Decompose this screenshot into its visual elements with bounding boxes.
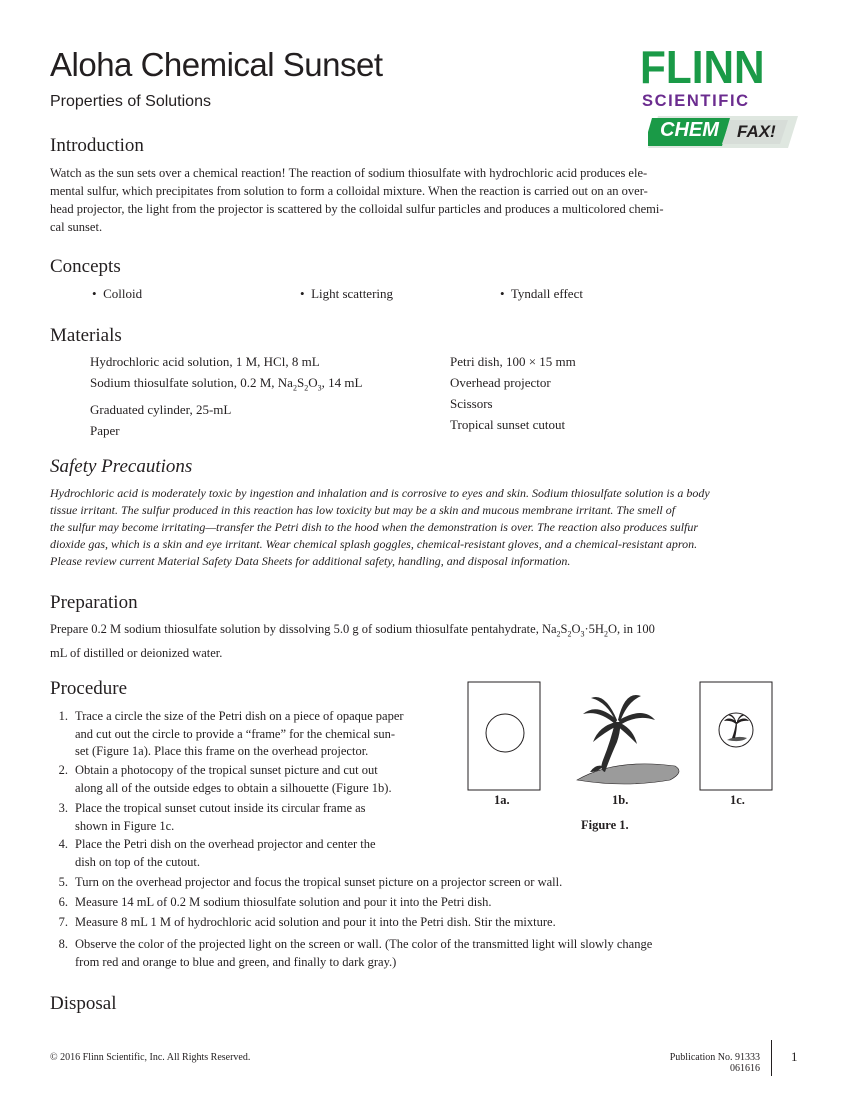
- step-number: 4.: [58, 837, 68, 851]
- footer-publication-number: Publication No. 91333: [669, 1052, 760, 1063]
- safety-line: dioxide gas, which is a skin and eye irritant. Wear chemical splash goggles, chemical-resistant gloves, and a chemical-resistant apron.: [50, 537, 698, 551]
- material-item: Graduated cylinder, 25-mL: [90, 401, 232, 417]
- concept-item: • Tyndall effect: [500, 286, 583, 301]
- step-text: [75, 914, 556, 932]
- logo-flinn-text: FLINN: [640, 41, 765, 93]
- step-number: 3.: [58, 801, 68, 815]
- safety-line: Hydrochloric acid is moderately toxic by ingestion and inhalation and is corrosive to eyes and skin. Sodium thiosulfate solution is a body: [50, 486, 710, 500]
- figure-1c-frame: [700, 682, 772, 790]
- figure-caption: Figure 1.: [581, 818, 629, 832]
- concept-item: • Light scattering: [300, 286, 394, 301]
- step-line: dish on top of the cutout.: [75, 854, 200, 869]
- material-item: Overhead projector: [450, 375, 551, 390]
- step-line: Trace a circle the size of the Petri dish on a piece of opaque paper: [75, 709, 404, 723]
- procedure-heading: Procedure: [50, 678, 128, 699]
- step-number: 7.: [58, 915, 68, 929]
- materials-right-column: [450, 351, 576, 435]
- step-line: and cut out the circle to provide a “frame” for the chemical sun-: [75, 726, 395, 741]
- logo-chem-text: CHEM: [660, 119, 719, 141]
- footer-publication-code: 061616: [730, 1063, 760, 1074]
- step-line: Observe the color of the projected light on the screen or wall. (The color of the transmitted light will slowly change: [75, 937, 653, 951]
- page-subtitle: Properties of Solutions: [50, 93, 211, 110]
- step-line: Measure 14 mL of 0.2 M sodium thiosulfate solution and pour it into the Petri dish.: [75, 895, 492, 909]
- flinn-chemfax-logo: [640, 41, 810, 152]
- step-line: Turn on the overhead projector and focus the tropical sunset picture on a projector screen or wall.: [75, 875, 563, 889]
- step-text: [75, 936, 652, 971]
- safety-heading: Safety Precautions: [50, 456, 193, 477]
- step-line: set (Figure 1a). Place this frame on the overhead projector.: [75, 744, 369, 758]
- safety-paragraph: [50, 485, 775, 570]
- step-text: [75, 874, 562, 892]
- step-text: [75, 836, 376, 871]
- page-title: Aloha Chemical Sunset: [50, 46, 383, 83]
- logo-scientific-text: SCIENTIFIC: [642, 92, 750, 110]
- step-line: Obtain a photocopy of the tropical sunset picture and cut out: [75, 763, 378, 777]
- step-number: 2.: [58, 763, 68, 777]
- step-text: [75, 708, 404, 761]
- material-item: Paper: [90, 422, 120, 438]
- preparation-line: mL of distilled or deionized water.: [50, 645, 223, 660]
- page-number: 1: [791, 1049, 798, 1064]
- material-item: Sodium thiosulfate solution, 0.2 M, $Na_2S_2O_3$, 14 mL: [90, 375, 363, 393]
- step-line: Place the tropical sunset cutout inside its circular frame as: [75, 801, 366, 815]
- footer-copyright: © 2016 Flinn Scientific, Inc. All Rights Reserved.: [50, 1052, 251, 1063]
- introduction-line: cal sunset.: [50, 220, 103, 234]
- step-line: Measure 8 mL 1 M of hydrochloric acid solution and pour it into the Petri dish. Stir the mixture.: [75, 915, 556, 929]
- step-line: shown in Figure 1c.: [75, 818, 175, 833]
- concept-label: Light scattering: [311, 286, 394, 301]
- step-line: along all of the outside edges to obtain a silhouette (Figure 1b).: [75, 780, 392, 795]
- disposal-heading: Disposal: [50, 993, 117, 1014]
- step-number: 6.: [58, 895, 68, 909]
- step-line: from red and orange to blue and green, and finally to dark gray.): [75, 954, 397, 969]
- safety-line: Please review current Material Safety Data Sheets for additional safety, handling, and disposal information.: [50, 554, 571, 568]
- footer-divider: [771, 1040, 772, 1076]
- step-text: [75, 894, 492, 912]
- figure-1a-label: 1a.: [494, 793, 510, 807]
- material-item: Tropical sunset cutout: [450, 417, 566, 432]
- preparation-heading: Preparation: [50, 592, 138, 613]
- step-line: Place the Petri dish on the overhead projector and center the: [75, 837, 376, 851]
- figure-1-illustration: [465, 680, 775, 795]
- concept-label: Colloid: [103, 286, 143, 301]
- safety-line: the sulfur may become irritating—transfer the Petri dish to the hood when the demonstration is over. The reaction also produces sulfur: [50, 520, 699, 534]
- material-item: Scissors: [450, 396, 493, 411]
- step-number: 8.: [58, 937, 68, 951]
- introduction-heading: Introduction: [50, 135, 144, 156]
- preparation-line: Prepare 0.2 M sodium thiosulfate solution by dissolving 5.0 g of sodium thiosulfate pentahydrate, $Na_2S_2O_3\cdot 5H_2O$, in 100: [50, 622, 655, 639]
- safety-line: tissue irritant. The sulfur produced in this reaction has low toxicity but may be a skin and mucous membrane irritant. The smell of: [50, 503, 676, 517]
- introduction-line: Watch as the sun sets over a chemical reaction! The reaction of sodium thiosulfate with hydrochloric acid produces ele-: [50, 166, 648, 180]
- figure-1b-palm-silhouette: [577, 695, 679, 784]
- introduction-line: mental sulfur, which precipitates from solution to form a colloidal mixture. When the reaction is carried out on an over-: [50, 184, 648, 198]
- concepts-heading: Concepts: [50, 256, 121, 277]
- figure-1a-frame: [468, 682, 540, 790]
- figure-1c-label: 1c.: [730, 793, 745, 807]
- preparation-paragraph: [50, 620, 770, 662]
- step-number: 1.: [58, 709, 68, 723]
- material-item: Hydrochloric acid solution, 1 M, HCl, 8 mL: [90, 354, 320, 369]
- introduction-paragraph: [50, 164, 770, 236]
- materials-heading: Materials: [50, 325, 122, 346]
- material-item: Petri dish, 100 × 15 mm: [450, 354, 576, 369]
- materials-left-column: [90, 351, 362, 441]
- step-text: [75, 762, 392, 797]
- concept-label: Tyndall effect: [510, 286, 583, 301]
- figure-1b-label: 1b.: [612, 793, 629, 807]
- concept-item: • Colloid: [92, 286, 143, 301]
- introduction-line: head projector, the light from the projector is scattered by the colloidal sulfur particles and produces a multicolored chemi-: [50, 202, 664, 216]
- logo-fax-text: FAX!: [737, 122, 776, 141]
- step-text: [75, 800, 366, 835]
- step-number: 5.: [58, 875, 68, 889]
